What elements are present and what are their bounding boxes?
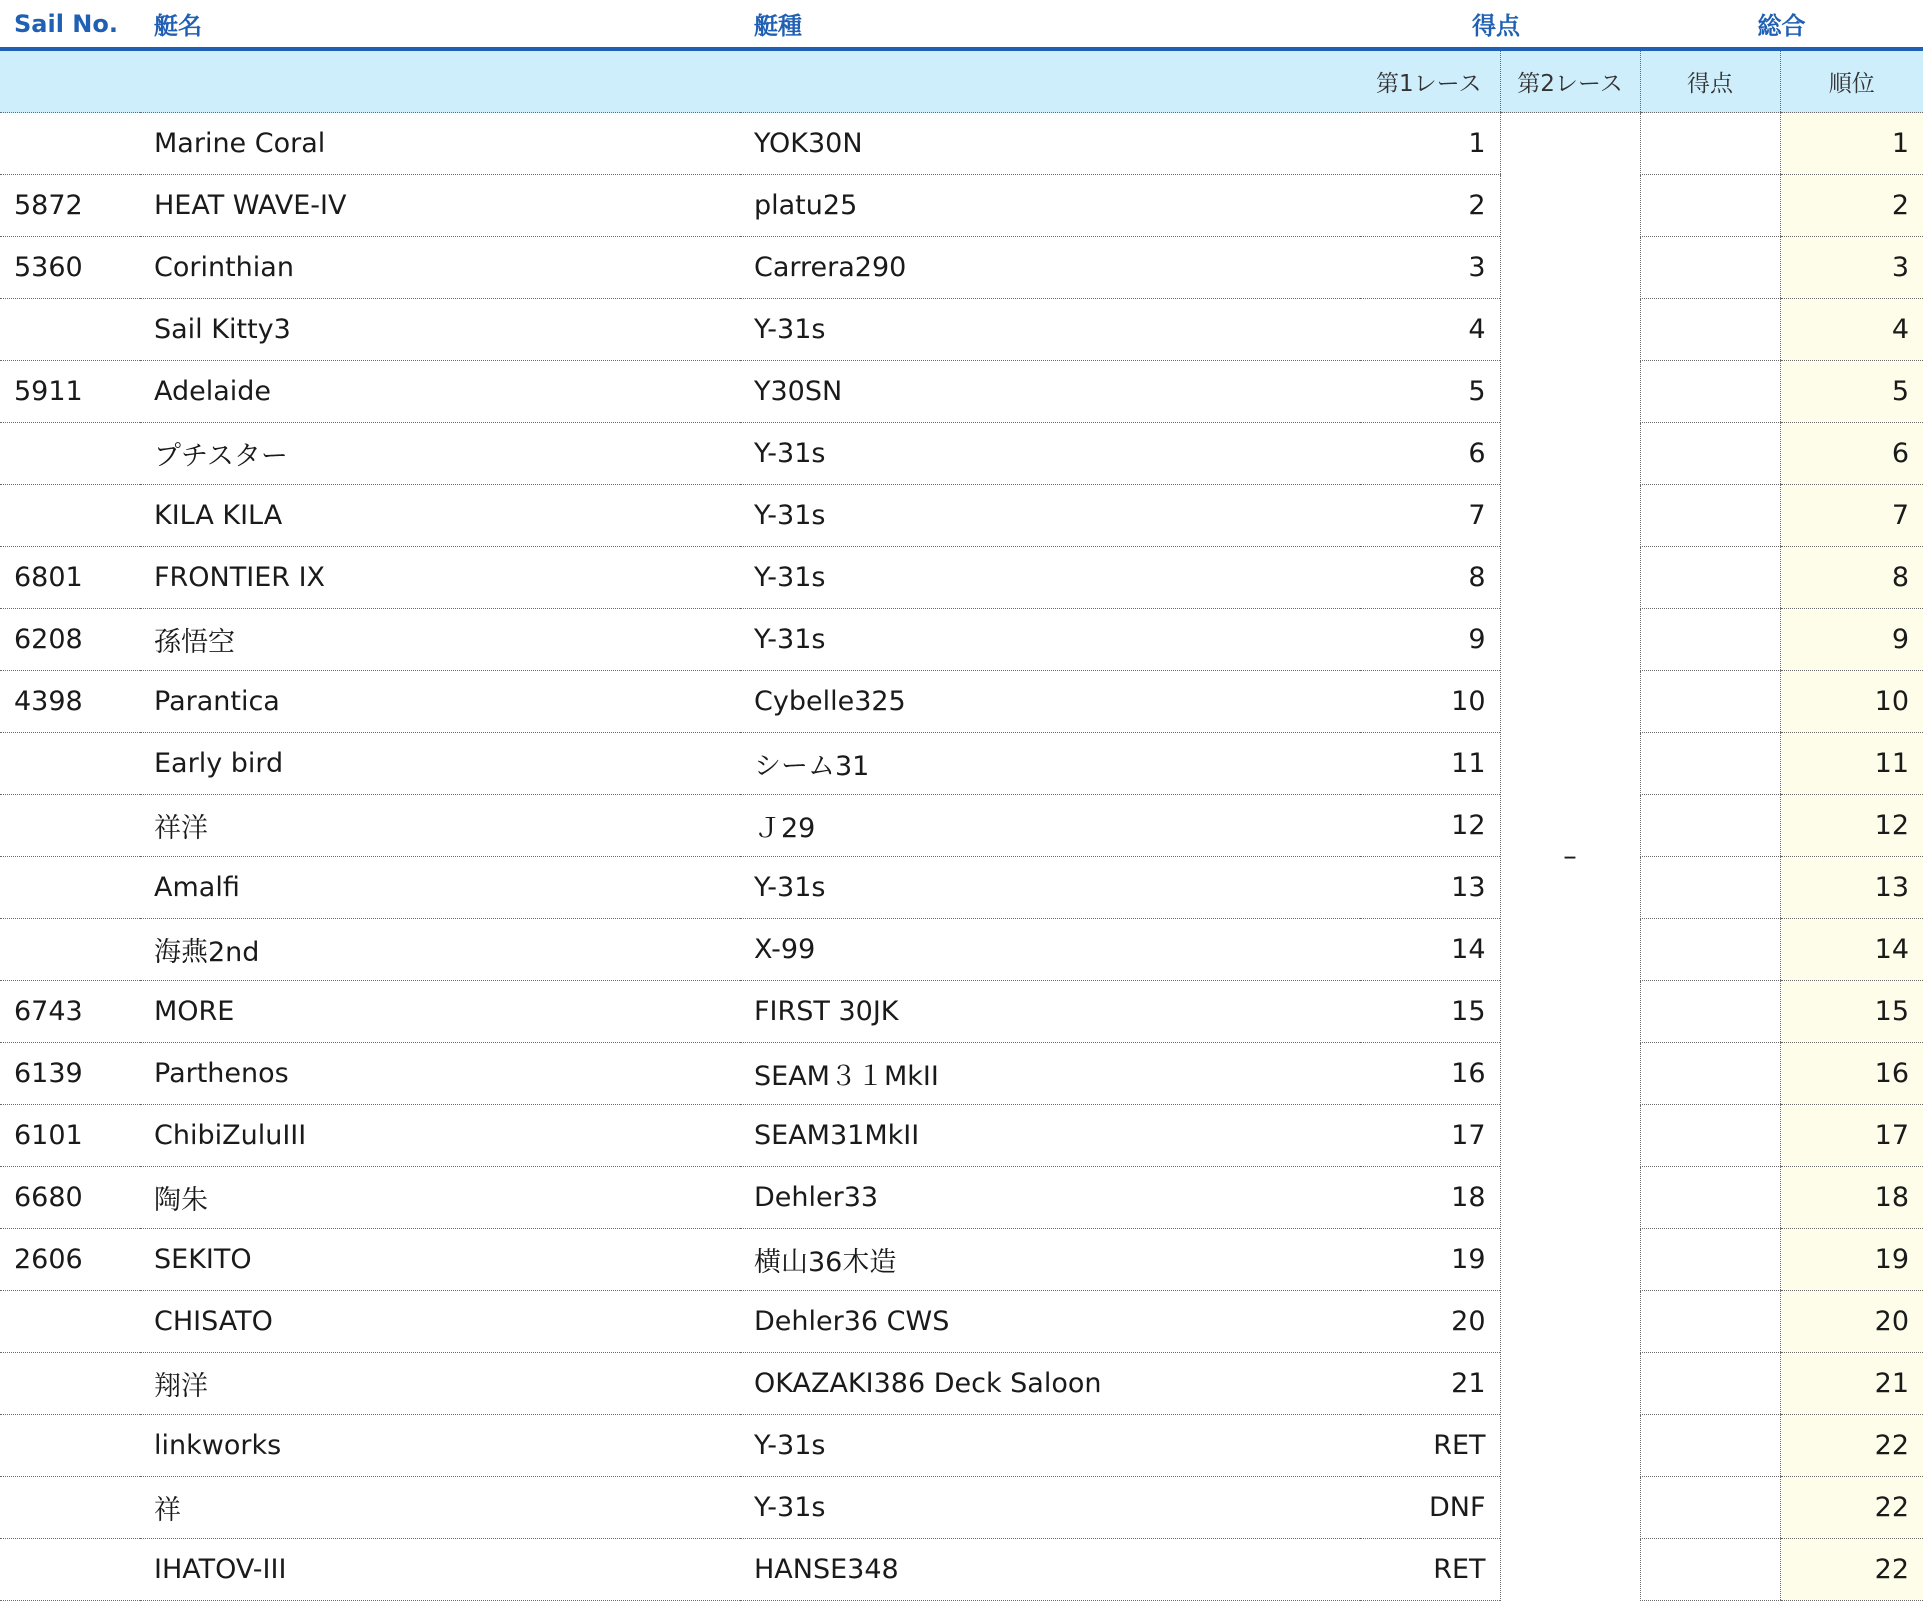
boat-name-cell: Early bird (140, 733, 740, 795)
race-1-result-cell: 18 (1360, 1167, 1500, 1229)
boat-type-cell: Y30SN (740, 361, 1360, 423)
race-1-result-cell: RET (1360, 1415, 1500, 1477)
boat-name-cell: 陶朱 (140, 1167, 740, 1229)
total-points-cell (1640, 547, 1780, 609)
race-1-result-cell: 13 (1360, 857, 1500, 919)
overall-rank-cell: 16 (1780, 1043, 1923, 1105)
boat-name-cell: IHATOV-III (140, 1539, 740, 1601)
sail-number-cell (0, 423, 140, 485)
boat-type-cell: HANSE348 (740, 1539, 1360, 1601)
race-1-result-cell: 2 (1360, 175, 1500, 237)
race-1-result-cell: 5 (1360, 361, 1500, 423)
race-1-result-cell: 1 (1360, 113, 1500, 175)
overall-rank-cell: 13 (1780, 857, 1923, 919)
boat-name-cell: ChibiZuluIII (140, 1105, 740, 1167)
overall-rank-cell: 1 (1780, 113, 1923, 175)
total-points-cell (1640, 175, 1780, 237)
sail-number-cell (0, 1415, 140, 1477)
table-row (0, 113, 1923, 175)
race-1-result-cell: 16 (1360, 1043, 1500, 1105)
overall-rank-cell: 19 (1780, 1229, 1923, 1291)
subheader-blank (140, 49, 740, 113)
header-boat-type: 艇種 (740, 0, 1360, 49)
boat-type-cell: Y-31s (740, 423, 1360, 485)
subheader-blank (0, 49, 140, 113)
sail-number-cell: 6680 (0, 1167, 140, 1229)
total-points-cell (1640, 1105, 1780, 1167)
overall-rank-cell: 3 (1780, 237, 1923, 299)
sail-number-cell: 2606 (0, 1229, 140, 1291)
boat-type-cell: Carrera290 (740, 237, 1360, 299)
sail-number-cell (0, 485, 140, 547)
boat-type-cell: SEAM31MkII (740, 1105, 1360, 1167)
boat-name-cell: linkworks (140, 1415, 740, 1477)
overall-rank-cell: 22 (1780, 1477, 1923, 1539)
header-row-main (0, 0, 1923, 49)
race-1-result-cell: 9 (1360, 609, 1500, 671)
overall-rank-cell: 22 (1780, 1415, 1923, 1477)
boat-type-cell: SEAM３１MkII (740, 1043, 1360, 1105)
overall-rank-cell: 12 (1780, 795, 1923, 857)
boat-name-cell: SEKITO (140, 1229, 740, 1291)
race-1-result-cell: 12 (1360, 795, 1500, 857)
boat-type-cell: Y-31s (740, 1477, 1360, 1539)
overall-rank-cell: 7 (1780, 485, 1923, 547)
boat-name-cell: Corinthian (140, 237, 740, 299)
total-points-cell (1640, 733, 1780, 795)
overall-rank-cell: 8 (1780, 547, 1923, 609)
sail-number-cell: 5911 (0, 361, 140, 423)
race-1-result-cell: 11 (1360, 733, 1500, 795)
race-1-result-cell: 20 (1360, 1291, 1500, 1353)
boat-name-cell: Sail Kitty3 (140, 299, 740, 361)
sail-number-cell: 6801 (0, 547, 140, 609)
total-points-cell (1640, 857, 1780, 919)
boat-name-cell: Parantica (140, 671, 740, 733)
total-points-cell (1640, 361, 1780, 423)
total-points-cell (1640, 113, 1780, 175)
header-row-sub (0, 49, 1923, 113)
boat-type-cell: 横山36木造 (740, 1229, 1360, 1291)
boat-name-cell: 祥 (140, 1477, 740, 1539)
race-1-result-cell: RET (1360, 1539, 1500, 1601)
overall-rank-cell: 4 (1780, 299, 1923, 361)
race-1-result-cell: 14 (1360, 919, 1500, 981)
overall-rank-cell: 20 (1780, 1291, 1923, 1353)
boat-name-cell: 海燕2nd (140, 919, 740, 981)
total-points-cell (1640, 981, 1780, 1043)
boat-type-cell: YOK30N (740, 113, 1360, 175)
total-points-cell (1640, 609, 1780, 671)
header-race-2: 第2レース (1500, 49, 1640, 113)
boat-name-cell: Marine Coral (140, 113, 740, 175)
race-1-result-cell: 15 (1360, 981, 1500, 1043)
total-points-cell (1640, 1415, 1780, 1477)
boat-type-cell: platu25 (740, 175, 1360, 237)
total-points-cell (1640, 1043, 1780, 1105)
boat-type-cell: Dehler33 (740, 1167, 1360, 1229)
boat-name-cell: Amalfi (140, 857, 740, 919)
boat-type-cell: FIRST 30JK (740, 981, 1360, 1043)
total-points-cell (1640, 485, 1780, 547)
header-sail-no: Sail No. (0, 0, 140, 49)
total-points-cell (1640, 423, 1780, 485)
results-body (0, 113, 1923, 1601)
overall-rank-cell: 2 (1780, 175, 1923, 237)
total-points-cell (1640, 1229, 1780, 1291)
sail-number-cell (0, 1539, 140, 1601)
sail-number-cell (0, 1477, 140, 1539)
boat-name-cell: Adelaide (140, 361, 740, 423)
race-1-result-cell: 21 (1360, 1353, 1500, 1415)
total-points-cell (1640, 671, 1780, 733)
overall-rank-cell: 10 (1780, 671, 1923, 733)
header-points: 得点 (1640, 49, 1780, 113)
overall-rank-cell: 22 (1780, 1539, 1923, 1601)
total-points-cell (1640, 1167, 1780, 1229)
race-1-result-cell: 8 (1360, 547, 1500, 609)
header-score: 得点 (1360, 0, 1640, 49)
header-race-1: 第1レース (1360, 49, 1500, 113)
boat-name-cell: CHISATO (140, 1291, 740, 1353)
boat-name-cell: 孫悟空 (140, 609, 740, 671)
overall-rank-cell: 21 (1780, 1353, 1923, 1415)
race-1-result-cell: 19 (1360, 1229, 1500, 1291)
subheader-blank (740, 49, 1360, 113)
boat-type-cell: Cybelle325 (740, 671, 1360, 733)
header-rank: 順位 (1780, 49, 1923, 113)
sail-number-cell (0, 733, 140, 795)
overall-rank-cell: 9 (1780, 609, 1923, 671)
race-1-result-cell: 10 (1360, 671, 1500, 733)
overall-rank-cell: 17 (1780, 1105, 1923, 1167)
sail-number-cell (0, 857, 140, 919)
header-boat-name: 艇名 (140, 0, 740, 49)
boat-type-cell: Y-31s (740, 299, 1360, 361)
boat-type-cell: Y-31s (740, 1415, 1360, 1477)
overall-rank-cell: 14 (1780, 919, 1923, 981)
boat-type-cell: Y-31s (740, 485, 1360, 547)
boat-type-cell: Y-31s (740, 609, 1360, 671)
total-points-cell (1640, 795, 1780, 857)
boat-name-cell: 祥洋 (140, 795, 740, 857)
boat-type-cell: Y-31s (740, 547, 1360, 609)
total-points-cell (1640, 237, 1780, 299)
sail-number-cell: 5360 (0, 237, 140, 299)
total-points-cell (1640, 1291, 1780, 1353)
sail-number-cell (0, 299, 140, 361)
boat-type-cell: Dehler36 CWS (740, 1291, 1360, 1353)
boat-type-cell: シーム31 (740, 733, 1360, 795)
boat-name-cell: 翔洋 (140, 1353, 740, 1415)
sail-number-cell (0, 795, 140, 857)
total-points-cell (1640, 1477, 1780, 1539)
total-points-cell (1640, 1353, 1780, 1415)
race-1-result-cell: 4 (1360, 299, 1500, 361)
boat-name-cell: Parthenos (140, 1043, 740, 1105)
sail-number-cell (0, 113, 140, 175)
overall-rank-cell: 18 (1780, 1167, 1923, 1229)
boat-name-cell: FRONTIER IX (140, 547, 740, 609)
total-points-cell (1640, 1539, 1780, 1601)
race-1-result-cell: 6 (1360, 423, 1500, 485)
overall-rank-cell: 6 (1780, 423, 1923, 485)
total-points-cell (1640, 919, 1780, 981)
race-1-result-cell: DNF (1360, 1477, 1500, 1539)
sail-number-cell: 6743 (0, 981, 140, 1043)
total-points-cell (1640, 299, 1780, 361)
boat-type-cell: Y-31s (740, 857, 1360, 919)
header-overall: 総合 (1640, 0, 1923, 49)
sail-number-cell: 5872 (0, 175, 140, 237)
sail-number-cell: 6208 (0, 609, 140, 671)
boat-name-cell: MORE (140, 981, 740, 1043)
boat-type-cell: OKAZAKI386 Deck Saloon (740, 1353, 1360, 1415)
sail-number-cell (0, 919, 140, 981)
boat-name-cell: HEAT WAVE-IV (140, 175, 740, 237)
boat-name-cell: プチスター (140, 423, 740, 485)
sail-number-cell: 4398 (0, 671, 140, 733)
sail-number-cell (0, 1353, 140, 1415)
overall-rank-cell: 15 (1780, 981, 1923, 1043)
sail-number-cell (0, 1291, 140, 1353)
boat-type-cell: Ｊ29 (740, 795, 1360, 857)
race-1-result-cell: 17 (1360, 1105, 1500, 1167)
sail-number-cell: 6139 (0, 1043, 140, 1105)
sail-number-cell: 6101 (0, 1105, 140, 1167)
race-1-result-cell: 7 (1360, 485, 1500, 547)
overall-rank-cell: 11 (1780, 733, 1923, 795)
overall-rank-cell: 5 (1780, 361, 1923, 423)
race-1-result-cell: 3 (1360, 237, 1500, 299)
boat-name-cell: KILA KILA (140, 485, 740, 547)
race-2-result-cell: – (1500, 113, 1640, 1601)
boat-type-cell: X-99 (740, 919, 1360, 981)
